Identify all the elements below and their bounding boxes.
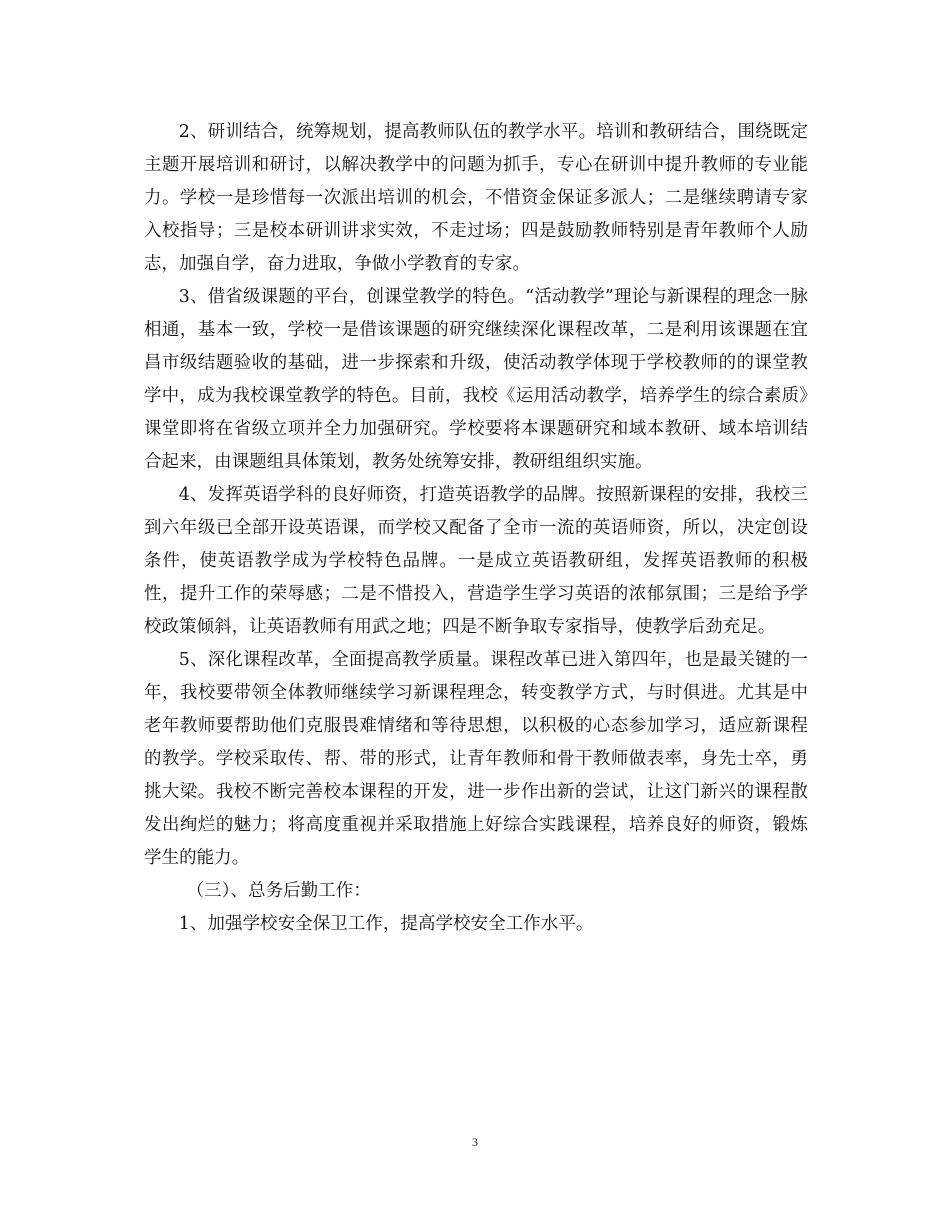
section-heading-logistics: （三）、总务后勤工作： [186, 881, 371, 901]
paragraph-english-teaching: 4、发挥英语学科的良好师资，打造英语教学的品牌。按照新课程的安排，我校三到六年级已全部开设英语课，而学校又配备了全市一流的英语师资，所以，决定创设条件，使英语教学成为学校特色品牌。一是成立英语教研组，发挥英语教师的积极性，提升工作的荣辱感；二是不惜投入，营造学生学习英语的浓郁氛围；三是给予学校政策倾斜，让英语教师有用武之地；四是不断争取专家指导，使教学后劲充足。 [144, 485, 808, 637]
paragraph-campus-safety: 1、加强学校安全保卫工作，提高学校安全工作水平。 [178, 914, 594, 934]
paragraph-provincial-project: 3、借省级课题的平台，创课堂教学的特色。“活动教学”理论与新课程的理念一脉相通，基本一致，学校一是借该课题的研究继续深化课程改革，二是利用该课题在宜昌市级结题验收的基础，进一步探索和升级，使活动教学体现于学校教师的的课堂教学中，成为我校课堂教学的特色。目前，我校《运用活动教学，培养学生的综合素质》课堂即将在省级立项并全力加强研究。学校要将本课题研究和域本教研、域本培训结合起来，由课题组具体策划，教务处统筹安排，教研组组织实施。 [144, 287, 808, 472]
paragraph-research-training: 2、研训结合，统筹规划，提高教师队伍的教学水平。培训和教研结合，围绕既定主题开展培训和研讨，以解决教学中的问题为抓手，专心在研训中提升教师的专业能力。学校一是珍惜每一次派出培训的机会，不惜资金保证多派人；二是继续聘请专家入校指导；三是校本研训讲求实效，不走过场；四是鼓励教师特别是青年教师个人励志，加强自学，奋力进取，争做小学教育的专家。 [144, 122, 808, 274]
page-number: 3 [472, 1135, 478, 1149]
paragraph-curriculum-reform: 5、深化课程改革，全面提高教学质量。课程改革已进入第四年，也是最关键的一年，我校要带领全体教师继续学习新课程理念，转变教学方式，与时俱进。尤其是中老年教师要帮助他们克服畏难情绪和等待思想，以积极的心态参加学习，适应新课程的教学。学校采取传、帮、带的形式，让青年教师和骨干教师做表率，身先士卒，勇挑大梁。我校不断完善校本课程的开发，进一步作出新的尝试，让这门新兴的课程散发出绚烂的魅力；将高度重视并采取措施上好综合实践课程，培养良好的师资，锻炼学生的能力。 [144, 650, 808, 868]
page-body [144, 116, 808, 941]
